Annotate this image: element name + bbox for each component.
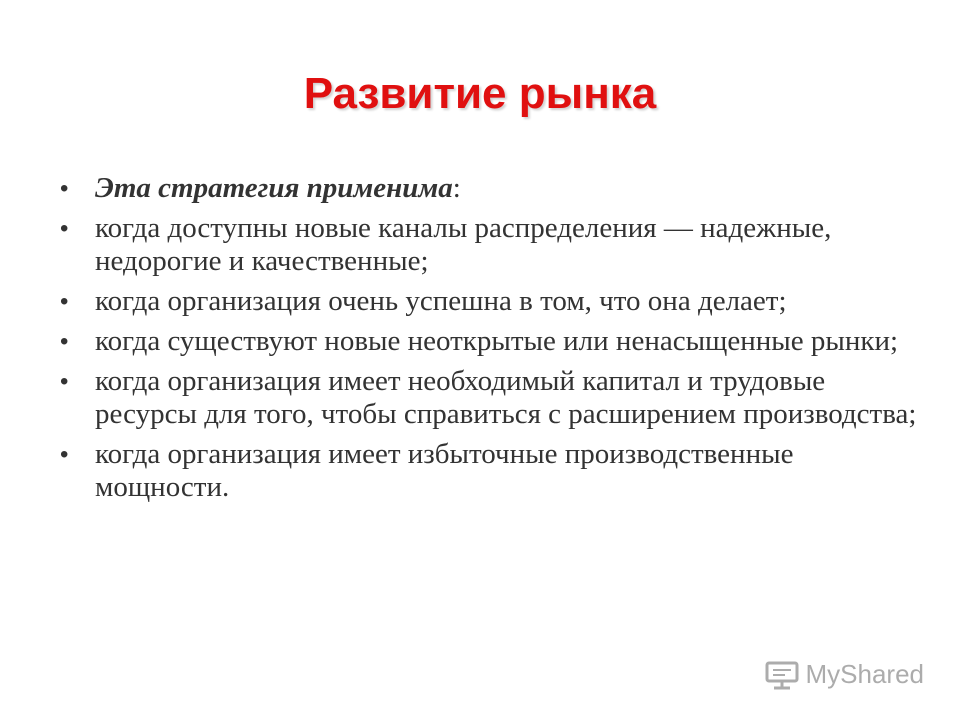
bullet-dot-icon: • bbox=[60, 328, 69, 355]
presentation-board-icon bbox=[764, 660, 800, 690]
slide-title: Развитие рынка bbox=[303, 69, 657, 118]
watermark-text: MyShared bbox=[805, 659, 924, 689]
bullet-dot-icon: • bbox=[60, 175, 69, 202]
bullet-text: : bbox=[452, 172, 461, 204]
bullet-text: когда организация имеет избыточные производственные мощности. bbox=[95, 438, 794, 503]
bullet-item bbox=[58, 325, 918, 358]
bullet-dot-icon: • bbox=[60, 441, 69, 468]
bullet-text: когда существуют новые неоткрытые или ненасыщенные рынки; bbox=[95, 325, 899, 357]
bullet-emphasis: Эта стратегия применима bbox=[95, 172, 453, 204]
bullet-text: когда организация имеет необходимый капитал и трудовые ресурсы для того, чтобы справиться с расширением производства; bbox=[95, 365, 917, 430]
bullet-item bbox=[58, 365, 918, 431]
bullet-dot-icon: • bbox=[60, 288, 69, 315]
bullet-item bbox=[58, 212, 918, 278]
bullet-item bbox=[58, 285, 918, 318]
bullet-text: когда организация очень успешна в том, что она делает; bbox=[95, 285, 787, 317]
bullet-list bbox=[58, 172, 918, 511]
bullet-item bbox=[58, 438, 918, 504]
bullet-dot-icon: • bbox=[60, 368, 69, 395]
watermark bbox=[764, 659, 925, 690]
bullet-dot-icon: • bbox=[60, 215, 69, 242]
bullet-text: когда доступны новые каналы распределения — надежные, недорогие и качественные; bbox=[95, 212, 832, 277]
bullet-item bbox=[58, 172, 918, 205]
